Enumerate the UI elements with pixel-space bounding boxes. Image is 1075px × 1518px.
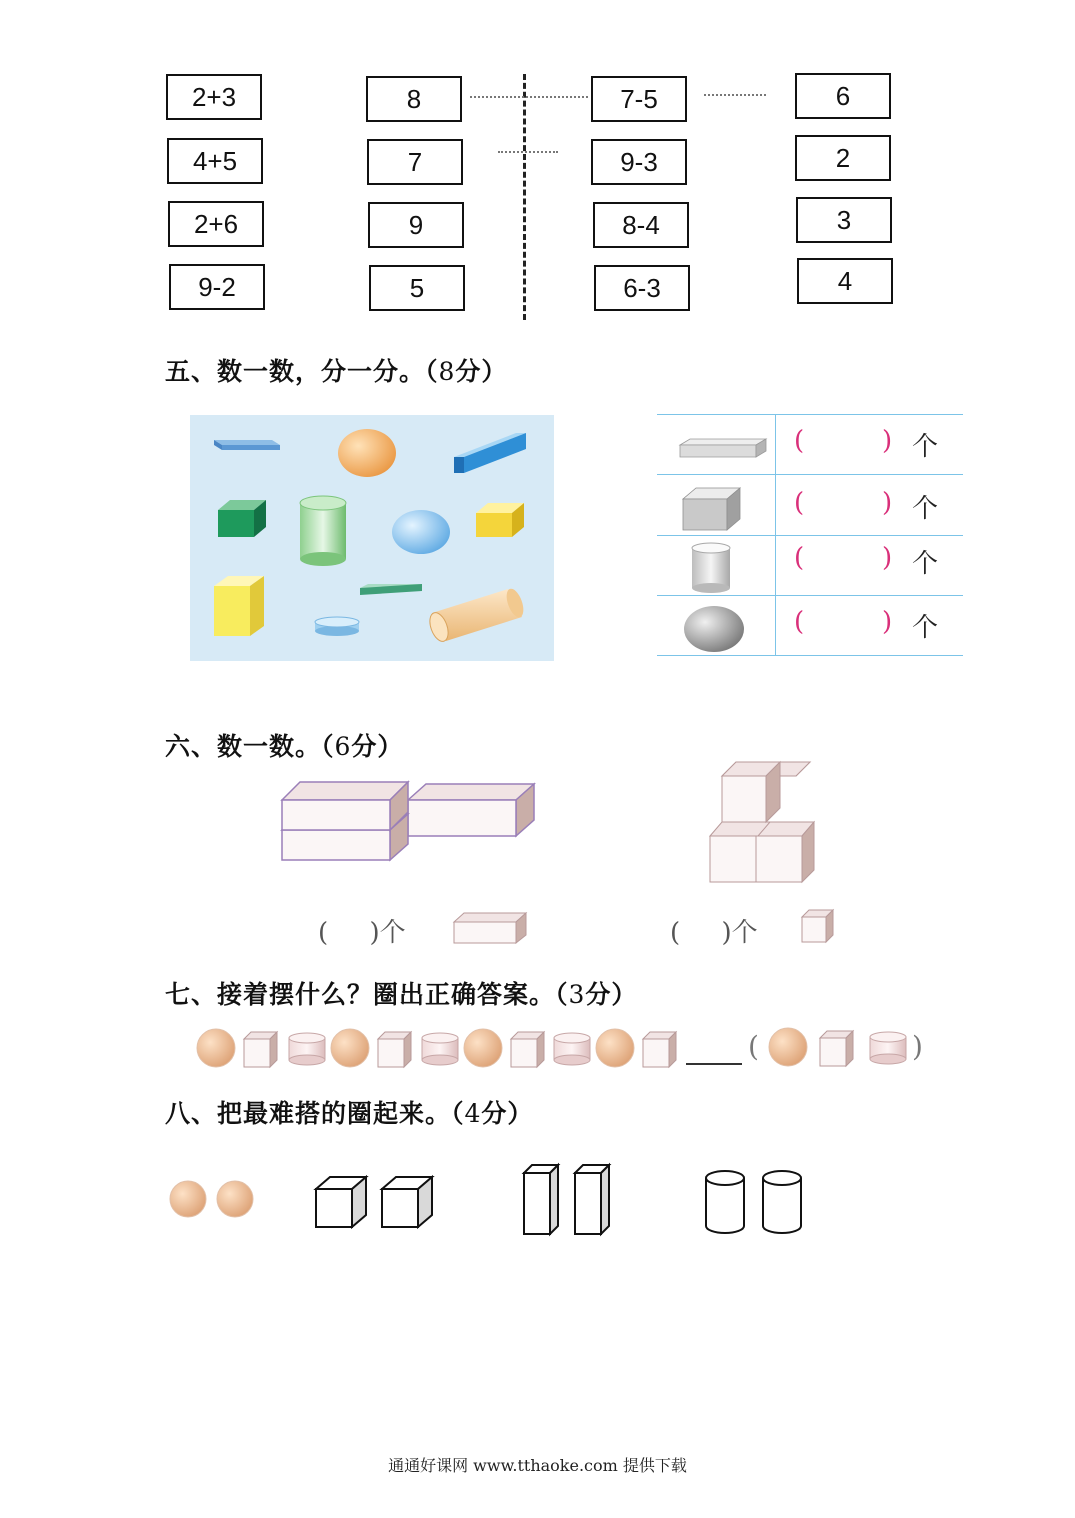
shapes-panel: [166, 405, 588, 671]
two-cylinders-option[interactable]: [706, 1171, 801, 1233]
cube-icon: [820, 1031, 853, 1066]
expression-box: 8-4: [593, 202, 689, 248]
cuboid-icon: [575, 1165, 609, 1234]
expression-box: 9-2: [169, 264, 265, 310]
answer-blank-line: [686, 1063, 742, 1065]
cuboid-icon: [214, 576, 264, 636]
section-7-title: 七、接着摆什么？圈出正确答案。（3分）: [165, 980, 638, 1009]
sphere-icon: [338, 429, 396, 477]
cube-icon: [800, 908, 836, 944]
answer-options[interactable]: [764, 1024, 914, 1070]
sphere-icon: [331, 1029, 369, 1067]
block-stack-right: [706, 760, 832, 886]
sphere-icon: [392, 510, 450, 554]
answer-box: 9: [368, 202, 464, 248]
dotted-guide: [470, 96, 588, 98]
cube-icon: [754, 822, 814, 882]
dotted-guide: [704, 94, 766, 96]
cube-icon: [378, 1032, 411, 1067]
footer-credit: 通通好课网 www.tthaoke.com 提供下载: [388, 1456, 687, 1475]
answer-box: 3: [796, 197, 892, 243]
count-row: ( ) 个: [794, 543, 939, 579]
answer-box: 4: [797, 258, 893, 304]
sphere-icon: [197, 1029, 235, 1067]
pattern-sequence: [190, 1022, 686, 1070]
expression-box: 2+6: [168, 201, 264, 247]
options-close-paren: ): [912, 1030, 923, 1063]
sphere-icon: [464, 1029, 502, 1067]
expression-box: 4+5: [167, 138, 263, 184]
cylinder-icon: [289, 1033, 325, 1065]
answer-box: 8: [366, 76, 462, 122]
cylinder-icon: [422, 1033, 458, 1065]
answer-box: 2: [795, 135, 891, 181]
cuboid-icon: [282, 782, 408, 830]
cube-icon: [643, 1032, 676, 1067]
count-row: ( ) 个: [794, 488, 939, 524]
section-8-title: 八、把最难搭的圈起来。（4分）: [165, 1099, 534, 1128]
cube-icon: [722, 762, 810, 822]
options-open-paren: (: [748, 1030, 759, 1063]
cylinder-icon: [763, 1171, 801, 1233]
building-options: [166, 1160, 806, 1240]
expression-box: 9-3: [591, 139, 687, 185]
cylinder-icon: [870, 1032, 906, 1064]
cylinder-icon: [554, 1033, 590, 1065]
two-tall-cuboids-option[interactable]: [524, 1165, 609, 1234]
cuboid-icon: [408, 784, 534, 836]
answer-blank-left: ( )个: [318, 918, 406, 948]
block-stack-left: [278, 774, 540, 866]
cuboid-icon: [452, 910, 528, 946]
column-divider: [523, 74, 526, 320]
cube-icon: [382, 1177, 432, 1227]
cube-icon: [218, 500, 266, 537]
expression-box: 2+3: [166, 74, 262, 120]
answer-box: 6: [795, 73, 891, 119]
cube-icon: [244, 1032, 277, 1067]
sphere-icon: [217, 1181, 253, 1217]
section-6-title: 六、数一数。（6分）: [165, 732, 404, 761]
cylinder-icon: [300, 496, 346, 566]
sphere-icon: [596, 1029, 634, 1067]
sphere-icon: [170, 1181, 206, 1217]
count-row: ( ) 个: [794, 607, 939, 643]
cube-icon: [476, 503, 524, 537]
answer-box: 5: [369, 265, 465, 311]
cube-icon: [316, 1177, 366, 1227]
expression-box: 6-3: [594, 265, 690, 311]
cylinder-icon: [706, 1171, 744, 1233]
answer-blank-right: ( )个: [670, 918, 758, 948]
section-5-title: 五、数一数，分一分。（8分）: [165, 357, 508, 386]
answer-box: 7: [367, 139, 463, 185]
cylinder-icon: [315, 617, 359, 636]
flat-plank-icon: [214, 440, 280, 450]
two-cubes-option[interactable]: [316, 1177, 432, 1227]
cube-icon: [511, 1032, 544, 1067]
sphere-icon: [769, 1028, 807, 1066]
dotted-guide: [498, 151, 558, 153]
two-spheres-option[interactable]: [170, 1181, 253, 1217]
expression-box: 7-5: [591, 76, 687, 122]
cuboid-icon: [524, 1165, 558, 1234]
count-row: ( ) 个: [794, 426, 939, 462]
